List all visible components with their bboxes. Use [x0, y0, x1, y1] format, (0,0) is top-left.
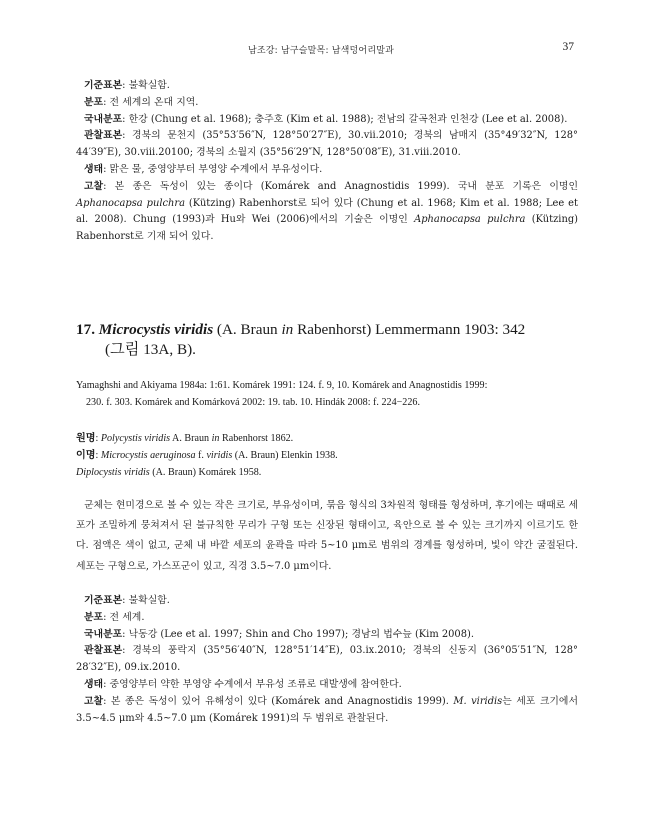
- reference-line: 230. f. 303. Komárek and Komárková 2002: 19. tab. 10. Hindák 2008: f. 224−226.: [86, 397, 420, 408]
- type-specimen-label: 기준표본: [84, 80, 123, 91]
- remarks-paragraph: 고찰: 본 종은 독성이 있어 유해성이 있다 (Komárek and Anagnostidis 1999). M. viridis는 세포 크기에서 3.5~4.5 μm와 4.5~7.0 μm (Komárek 1991)의 두 범위로 관찰된다.: [76, 695, 578, 724]
- korea-distribution-paragraph: 국내분포: 한강 (Chung et al. 1968); 충주호 (Kim et al. 1988); 전남의 갈곡천과 인천강 (Lee et al. 2008).: [84, 113, 568, 125]
- distribution-line: 분포: 전 세계.: [84, 611, 145, 623]
- ecology-line: 생태: 중영양부터 약한 부영양 수계에서 부유성 조류로 대발생에 참여한다.: [84, 678, 402, 690]
- running-title: 남조강: 남구슬말목: 남색덩어리말과: [248, 46, 394, 56]
- species-details-section: [76, 593, 578, 727]
- observed-specimen-label: 관찰표본: [84, 645, 123, 657]
- korea-distribution-label: 국내분포: [84, 628, 123, 640]
- observed-specimen-paragraph: 관찰표본: 경북의 풍락지 (35°56′40″N, 128°51′14″E), 03.ix.2010; 경북의 신동지 (36°05′51″N, 128° 28′32″E), 09.ix.2010.: [76, 645, 578, 674]
- ecology-label: 생태: [84, 678, 104, 690]
- ecology-label: 생태: [84, 163, 104, 175]
- page-number: 37: [562, 41, 574, 53]
- synonymy: [76, 430, 581, 482]
- species-abbrev: M. viridis: [453, 695, 503, 707]
- synonym-name: Aphanocapsa pulchra: [76, 197, 185, 209]
- synonym-line: 이명: Microcystis aeruginosa f. viridis (A. Braun) Elenkin 1938.: [76, 450, 338, 462]
- description-section: [76, 496, 578, 577]
- korea-distribution-line: 국내분포: 낙동강 (Lee et al. 1997; Shin and Cho 1997); 경남의 법수늪 (Kim 2008).: [84, 628, 474, 640]
- page-header: [0, 43, 652, 59]
- ecology-line: 생태: 맑은 물, 중영양부터 부영양 수계에서 부유성이다.: [84, 163, 323, 175]
- remarks-label: 고찰: [84, 180, 104, 192]
- type-specimen-line: 기준표본: 불확실함.: [84, 595, 170, 606]
- type-specimen-label: 기준표본: [84, 595, 123, 606]
- figure-reference: (그림 13A, B).: [105, 341, 196, 358]
- reference-line: Yamaghshi and Akiyama 1984a: 1:61. Komárek 1991: 124. f. 9, 10. Komárek and Anagnostidis 1999:: [76, 380, 488, 391]
- type-specimen-line: 기준표본: 불확실함.: [84, 80, 170, 91]
- distribution-line: 분포: 전 세계의 온대 지역.: [84, 96, 199, 108]
- observed-specimen-paragraph: 관찰표본: 경북의 문천지 (35°53′56″N, 128°50′27″E), 30.vii.2010; 경북의 남매지 (35°49′32″N, 128° 44′39″E), 30.viii.20100; 경북의 소월지 (35°56′29″N, 128°50′08″E), 31.viii.2010.: [76, 130, 578, 159]
- remarks-paragraph: 고찰: 본 종은 독성이 있는 종이다 (Komárek and Anagnostidis 1999). 국내 분포 기록은 이명인 Aphanocapsa pulchra (Kützing) Rabenhorst로 되어 있다 (Chung et al. 1968; Kim et al. 1988; Lee et al. 2008). Chung (1993)과 Hu와 Wei (2006)에서의 기술은 이명인 Aphanocapsa pulchra (Kützing) Rabenhorst로 기재 되어 있다.: [76, 180, 578, 243]
- basionym-line: 원명: Polycystis viridis A. Braun in Rabenhorst 1862.: [76, 433, 294, 444]
- description-paragraph: 군체는 현미경으로 볼 수 있는 작은 크기로, 부유성이며, 묶음 형식의 3차원적 형태를 형성하며, 후기에는 때때로 세포가 조밀하게 뭉쳐져서 된 불규칙한 무리가 구형 또는 신장된 형태이고, 육안으로 볼 수 있는 크기까지 이르기도 한다. 점액은 색이 없고, 군체 내 바깥 세포의 윤곽을 따라 5~10 μm로 범위의 경계를 형성하며, 빛이 약간 굴절된다. 세포는 구형으로, 가스포군이 있고, 직경 3.5~7.0 μm이다.: [76, 500, 578, 572]
- species-number: 17.: [76, 321, 95, 338]
- synonym-name: Aphanocapsa pulchra: [414, 214, 526, 226]
- species-name: Microcystis viridis: [98, 321, 214, 338]
- previous-species-section: [76, 78, 578, 246]
- korea-distribution-label: 국내분포: [84, 113, 123, 125]
- synonym-label: 이명: [76, 450, 96, 462]
- distribution-label: 분포: [84, 96, 104, 108]
- species-heading: 17. Microcystis viridis (A. Braun in Rabenhorst) Lemmermann 1903: 342 (그림 13A, B).: [76, 321, 526, 358]
- basionym-label: 원명: [76, 433, 96, 444]
- distribution-label: 분포: [84, 611, 104, 623]
- literature-references: [76, 377, 581, 411]
- synonym-line: Diplocystis viridis (A. Braun) Komárek 1958.: [76, 467, 262, 479]
- observed-specimen-label: 관찰표본: [84, 130, 123, 142]
- remarks-label: 고찰: [84, 695, 104, 707]
